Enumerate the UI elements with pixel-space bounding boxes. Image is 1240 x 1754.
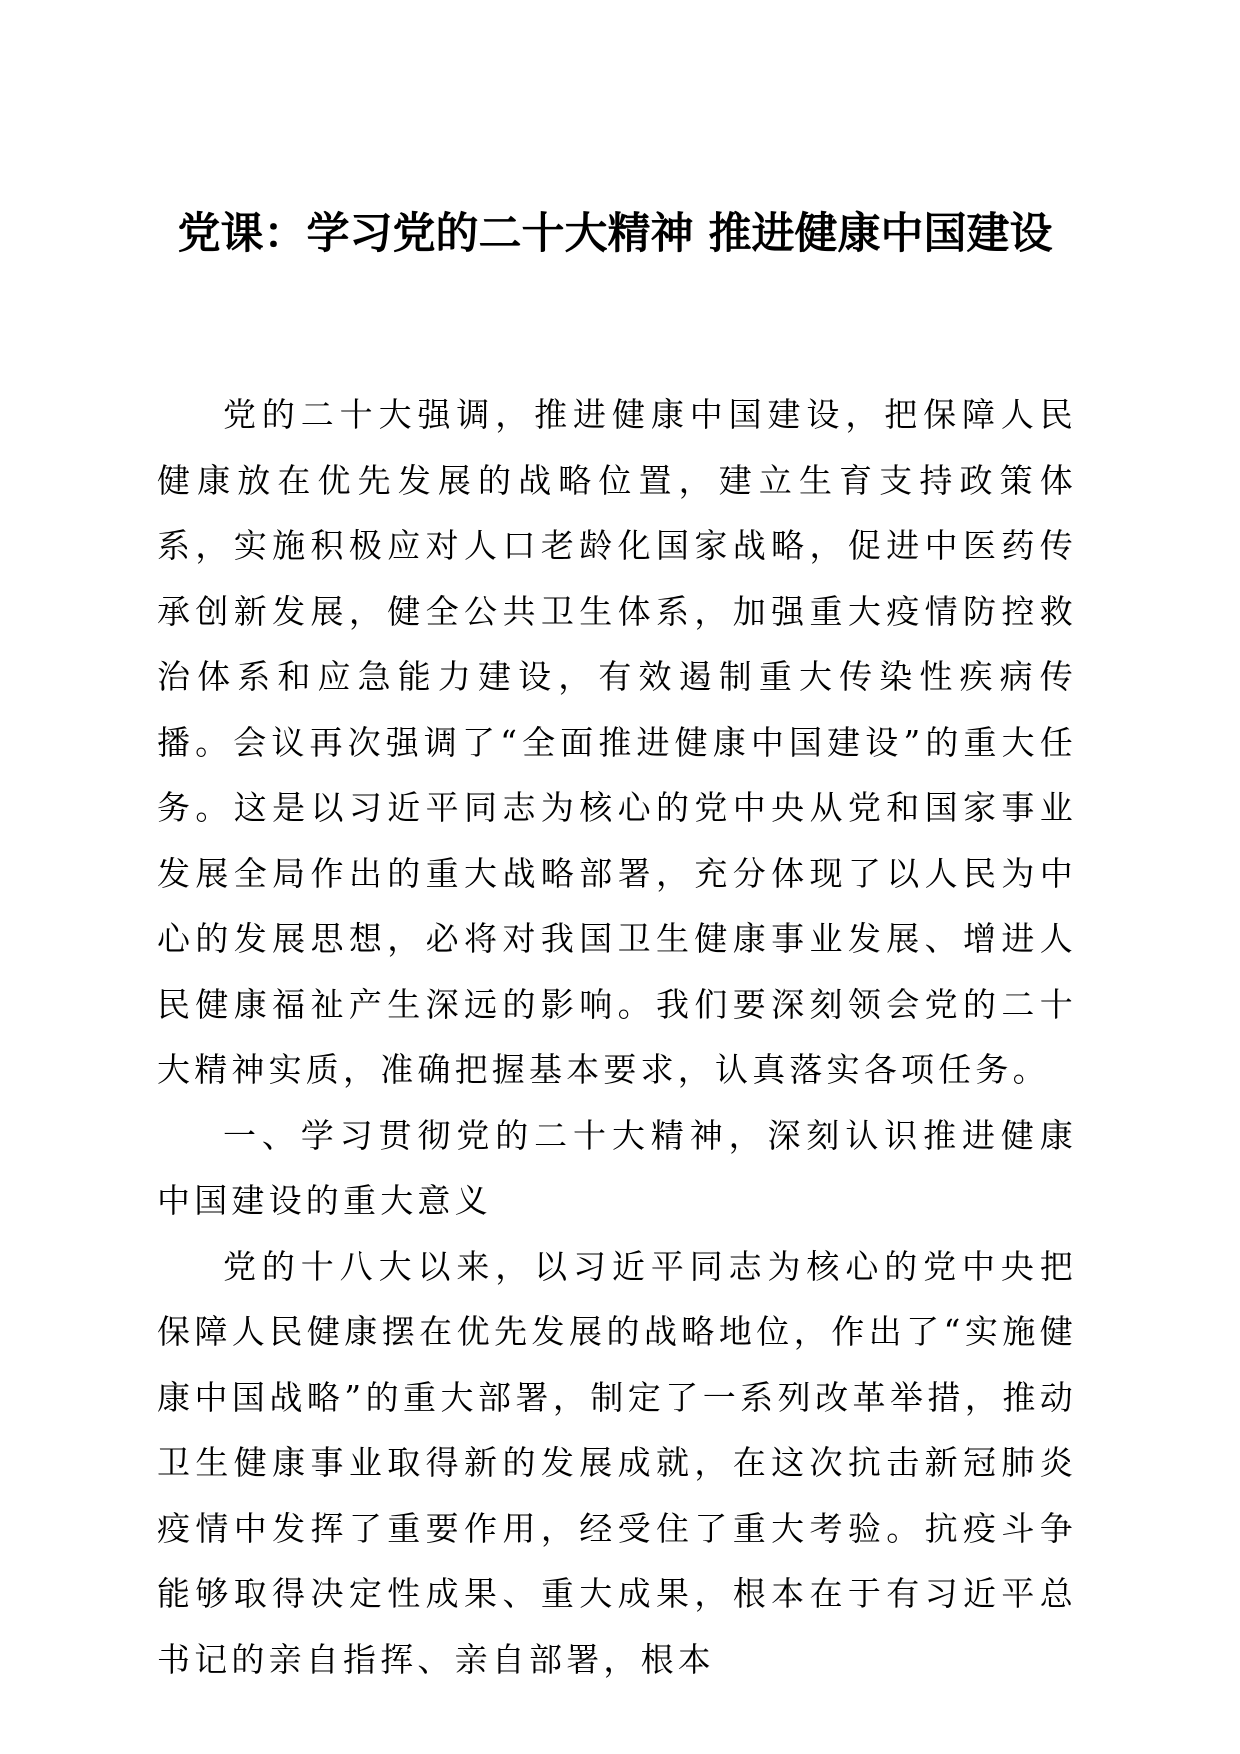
- document-body: [157, 382, 1077, 1692]
- document-title: 党课：学习党的二十大精神 推进健康中国建设: [177, 209, 1053, 259]
- section-heading-1: 一、学习贯彻党的二十大精神，深刻认识推进健康中国建设的重大意义: [157, 1115, 1077, 1220]
- paragraph-intro: 党的二十大强调，推进健康中国建设，把保障人民健康放在优先发展的战略位置，建立生育支持政策体系，实施积极应对人口老龄化国家战略，促进中医药传承创新发展，健全公共卫生体系，加强重大疫情防控救治体系和应急能力建设，有效遏制重大传染性疾病传播。会议再次强调了“全面推进健康中国建设”的重大任务。这是以习近平同志为核心的党中央从党和国家事业发展全局作出的重大战略部署，充分体现了以人民为中心的发展思想，必将对我国卫生健康事业发展、增进人民健康福祉产生深远的影响。我们要深刻领会党的二十大精神实质，准确把握基本要求，认真落实各项任务。: [157, 395, 1077, 1089]
- paragraph-section-1: 党的十八大以来，以习近平同志为核心的党中央把保障人民健康摆在优先发展的战略地位，作出了“实施健康中国战略”的重大部署，制定了一系列改革举措，推动卫生健康事业取得新的发展成就，在这次抗击新冠肺炎疫情中发挥了重要作用，经受住了重大考验。抗疫斗争能够取得决定性成果、重大成果，根本在于有习近平总书记的亲自指挥、亲自部署，根本: [157, 1246, 1077, 1679]
